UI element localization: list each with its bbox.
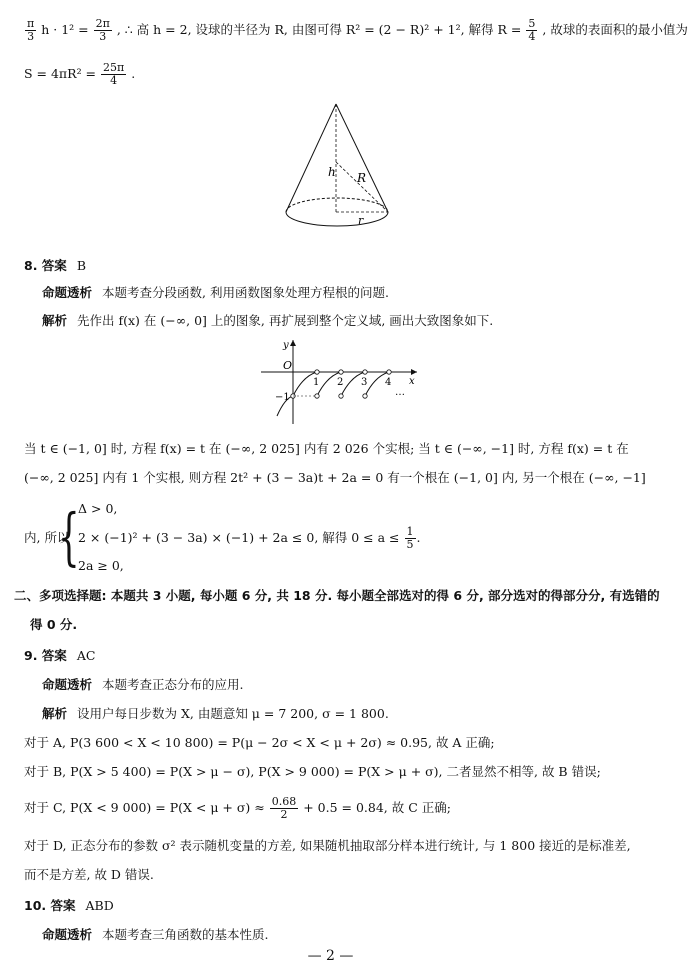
q8-solution: 解析 先作出 f(x) 在 (−∞, 0] 上的图象, 再扩展到整个定义域, 画出大致图象如下.	[42, 313, 494, 328]
q10-analysis: 命题透析 本题考查三角函数的基本性质.	[42, 927, 269, 942]
graph-label-o: O	[283, 359, 293, 372]
q10-answer: 10. 答案 ABD	[24, 898, 114, 913]
q9-option-c: 对于 C, P(X < 9 000) = P(X < μ + σ) ≈ $\frac{0.68}{2}$ + 0.5 = 0.84, 故 C 正确;	[24, 795, 451, 821]
q9-option-d: 对于 D, 正态分布的参数 σ² 表示随机变量的方差, 如果随机抽取部分样本进行统计, 与 1 800 接近的是标准差,	[24, 838, 631, 853]
cone-figure	[270, 100, 400, 230]
q8-answer: 8. 答案 B	[24, 258, 86, 273]
q8-analysis: 命题透析 本题考查分段函数, 利用函数图象处理方程根的问题.	[42, 285, 389, 300]
fraction: $\frac{2\pi}{3}$	[95, 17, 110, 43]
text-line: 当 t ∈ (−1, 0] 时, 方程 f(x) = t 在 (−∞, 2 025] 内有 2 026 个实根; 当 t ∈ (−∞, −1] 时, 方程 f(x) = t 在	[24, 441, 629, 456]
graph-label-y: y	[283, 340, 289, 351]
fraction: $\frac{\pi}{3}$	[27, 17, 35, 43]
graph-tick-2: 2	[337, 377, 344, 388]
q9-option-a: 对于 A, P(3 600 < X < 10 800) = P(μ − 2σ < X < μ + 2σ) ≈ 0.95, 故 A 正确;	[24, 735, 495, 750]
section-heading: 二、多项选择题: 本题共 3 小题, 每小题 6 分, 共 18 分. 每小题全部选对的得 6 分, 部分选对的得部分分, 有选错的	[14, 588, 660, 603]
text-line: (−∞, 2 025] 内有 1 个实根, 则方程 2t² + (3 − 3a)t + 2a = 0 有一个根在 (−1, 0] 内, 另一个根在 (−∞, −1]	[24, 470, 646, 485]
page-number: — 2 —	[307, 948, 354, 964]
graph-tick-1: 1	[313, 377, 320, 388]
graph-tick-4: 4	[385, 377, 392, 388]
q9-option-b: 对于 B, P(X > 5 400) = P(X > μ − σ), P(X > 9 000) = P(X > μ + σ), 二者显然不相等, 故 B 错误;	[24, 764, 601, 779]
cone-label-h: h	[328, 165, 336, 179]
brace: {	[58, 500, 80, 573]
text-line: $\frac{\pi}{3}$ h · 1² = $\frac{2\pi}{3}$ , ∴ 高 h = 2, 设球的半径为 R, 由图可得 R² = (2 − R)² + 1², 解得 R = $\frac{5}{4}$ , 故球的表面积的最小值为	[27, 17, 688, 43]
graph-label-x: x	[409, 376, 415, 387]
text-line: S = 4πR² = $\frac{25\pi}{4}$ .	[24, 61, 136, 87]
section-heading-cont: 得 0 分.	[30, 617, 78, 632]
cone-label-R: R	[357, 171, 367, 185]
fraction: $\frac{25\pi}{4}$	[103, 61, 125, 87]
graph-label-neg1: −1	[275, 392, 290, 403]
fraction: $\frac{1}{5}$	[406, 525, 414, 551]
fraction: $\frac{0.68}{2}$	[271, 795, 297, 821]
inequality-system: 内, 所以 { Δ > 0, 2 × (−1)² + (3 − 3a) × (−1) + 2a ≤ 0, 解得 0 ≤ a ≤ $\frac{1}{5}$ . 2a ≥ 0,	[24, 498, 644, 576]
q9-analysis: 命题透析 本题考查正态分布的应用.	[42, 677, 244, 692]
graph-tick-3: 3	[361, 377, 368, 388]
function-graph	[255, 336, 425, 428]
q9-answer: 9. 答案 AC	[24, 648, 96, 663]
q9-solution: 解析 设用户每日步数为 X, 由题意知 μ = 7 200, σ = 1 800.	[42, 706, 389, 721]
q9-option-d-cont: 而不是方差, 故 D 错误.	[24, 867, 154, 882]
graph-ellipsis: …	[395, 387, 405, 398]
fraction: $\frac{5}{4}$	[528, 17, 536, 43]
cone-label-r: r	[358, 214, 364, 227]
